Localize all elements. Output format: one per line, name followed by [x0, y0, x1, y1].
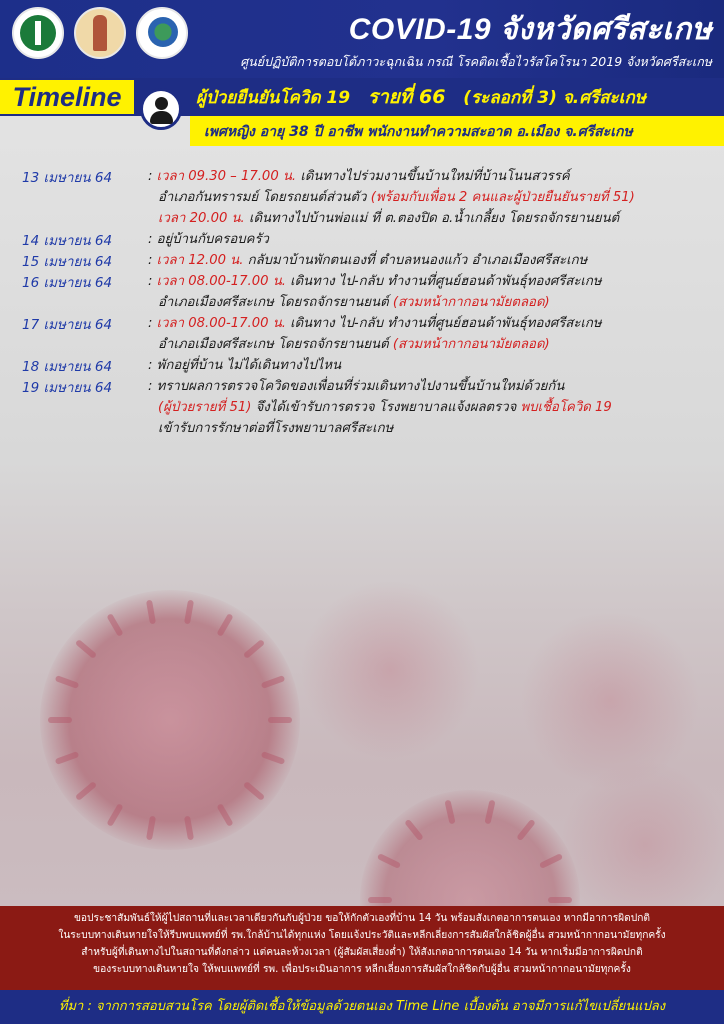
entry-line	[148, 250, 724, 271]
notice-line: ขอประชาสัมพันธ์ให้ผู้ไปสถานที่และเวลาเดียวกันกับผู้ป่วย ขอให้กักตัวเองที่บ้าน 14 วัน พร้อมสังเกตอาการตนเอง หากมีอาการผิดปกติ	[73, 913, 651, 924]
highlight-text: เวลา 08.00-17.00 น.	[156, 274, 286, 289]
timeline-entry	[0, 271, 724, 313]
entry-text: อำเภอกันทรารมย์ โดยรถยนต์ส่วนตัว	[158, 190, 371, 205]
entry-text: เดินทางไปบ้านพ่อแม่ ที่ ต.ตองปิด อ.น้ำเกลี้ยง โดยรถจักรยานยนต์	[244, 211, 620, 226]
entry-text: :	[148, 169, 157, 184]
provincial-seal-logo	[74, 7, 126, 59]
highlight-text: (สวมหน้ากากอนามัยตลอด)	[392, 337, 550, 352]
province-label: จ.ศรีสะเกษ	[562, 88, 646, 108]
provincial-health-office-logo	[136, 7, 188, 59]
case-number: รายที่ 66	[367, 86, 446, 108]
entry-date: 18 เมษายน 64	[22, 359, 113, 375]
public-notice	[0, 906, 724, 990]
header-banner	[0, 0, 724, 78]
timeline-entry	[0, 376, 724, 439]
patient-heading-text: ผู้ป่วยยืนยันโควิด 19	[196, 88, 351, 108]
entry-line	[158, 334, 724, 355]
entry-text: เดินทาง ไป-กลับ ทำงานที่ศูนย์ฮอนด้าพันธุ์ทองศรีสะเกษ	[285, 274, 602, 289]
entry-line	[148, 376, 724, 397]
entry-line	[158, 418, 724, 439]
virus-illustration	[560, 760, 724, 930]
entry-text: กลับมาบ้านพักตนเองที่ ตำบลหนองแก้ว อำเภอเมืองศรีสะเกษ	[243, 253, 588, 268]
entry-text: : ทราบผลการตรวจโควิดของเพื่อนที่ร่วมเดินทางไปงานขึ้นบ้านใหม่ด้วยกัน	[148, 379, 565, 394]
entry-line	[158, 397, 724, 418]
entry-line	[148, 229, 724, 250]
entry-text: อำเภอเมืองศรีสะเกษ โดยรถจักรยานยนต์	[158, 337, 393, 352]
virus-illustration	[40, 590, 300, 850]
entry-text: :	[148, 316, 157, 331]
highlight-text: (ผู้ป่วยรายที่ 51)	[158, 400, 252, 415]
entry-text: เดินทางไปร่วมงานขึ้นบ้านใหม่ที่บ้านโนนสวรรค์	[296, 169, 570, 184]
entry-text: :	[148, 253, 157, 268]
entry-date: 13 เมษายน 64	[22, 170, 113, 186]
entry-date: 14 เมษายน 64	[22, 233, 113, 249]
notice-line: ของระบบทางเดินหายใจ ให้พบแพทย์ที่ รพ. เพื่อประเมินอาการ หลีกเลี่ยงการสัมผัสใกล้ชิดกับผู้อื่น สวมหน้ากากอนามัยทุกครั้ง	[93, 964, 631, 975]
highlight-text: เวลา 20.00 น.	[158, 211, 245, 226]
highlight-text: เวลา 12.00 น.	[156, 253, 244, 268]
entry-text: อำเภอเมืองศรีสะเกษ โดยรถจักรยานยนต์	[158, 295, 393, 310]
page-subtitle: ศูนย์ปฏิบัติการตอบโต้ภาวะฉุกเฉิน กรณี โรคติดเชื้อไวรัสโคโรนา 2019 จังหวัดศรีสะเกษ	[240, 54, 712, 69]
notice-line: สำหรับผู้ที่เดินทางไปในสถานที่ดังกล่าว แต่คนละห้วงเวลา (ผู้สัมผัสเสี่ยงต่ำ) ให้สังเกตอาการตนเอง 14 วัน หากเริ่มมีอาการผิดปกติ	[81, 947, 643, 958]
virus-spike	[548, 897, 572, 903]
entry-date: 19 เมษายน 64	[22, 380, 113, 396]
entry-line	[148, 166, 724, 187]
ministry-of-public-health-logo	[12, 7, 64, 59]
highlight-text: (สวมหน้ากากอนามัยตลอด)	[392, 295, 550, 310]
patient-info: เพศหญิง อายุ 38 ปี อาชีพ พนักงานทำความสะอาด อ.เมือง จ.ศรีสะเกษ	[204, 124, 633, 140]
timeline-entry	[0, 166, 724, 229]
entry-date: 17 เมษายน 64	[22, 317, 113, 333]
entry-line	[148, 313, 724, 334]
entry-line	[158, 187, 724, 208]
entry-line	[148, 271, 724, 292]
entry-line	[158, 292, 724, 313]
wave-label: (ระลอกที่ 3)	[463, 88, 557, 108]
virus-illustration	[300, 580, 480, 760]
entry-text: เดินทาง ไป-กลับ ทำงานที่ศูนย์ฮอนด้าพันธุ์ทองศรีสะเกษ	[285, 316, 602, 331]
timeline-entry	[0, 229, 724, 250]
entry-line	[148, 355, 724, 376]
highlight-text: (พร้อมกับเพื่อน 2 คนและผู้ป่วยยืนยันรายที่ 51)	[370, 190, 635, 205]
timeline-entry	[0, 355, 724, 376]
entry-text: จึงได้เข้ารับการตรวจ โรงพยาบาลแจ้งผลตรวจ	[251, 400, 521, 415]
entry-date: 16 เมษายน 64	[22, 275, 113, 291]
timeline-entry	[0, 250, 724, 271]
entry-text: เข้ารับการรักษาต่อที่โรงพยาบาลศรีสะเกษ	[158, 421, 394, 436]
entry-text: : อยู่บ้านกับครอบครัว	[148, 232, 269, 247]
entry-date: 15 เมษายน 64	[22, 254, 113, 270]
highlight-text: เวลา 09.30 – 17.00 น.	[156, 169, 297, 184]
timeline-entries	[0, 166, 724, 439]
timeline-entry	[0, 313, 724, 355]
highlight-text: พบเชื้อโควิด 19	[520, 400, 612, 415]
highlight-text: เวลา 08.00-17.00 น.	[156, 316, 286, 331]
virus-spike	[268, 717, 292, 723]
source-note: ที่มา : จากการสอบสวนโรค โดยผู้ติดเชื้อให้ข้อมูลด้วยตนเอง Time Line เบื้องต้น อาจมีการแก้ไขเปลี่ยนแปลง	[0, 990, 724, 1024]
timeline-label: Timeline	[0, 80, 134, 114]
virus-spike	[48, 717, 72, 723]
patient-avatar-icon	[140, 88, 182, 130]
entry-line	[158, 208, 724, 229]
virus-spike	[368, 897, 392, 903]
patient-heading	[196, 82, 646, 112]
virus-illustration	[520, 610, 700, 790]
entry-text: : พักอยู่ที่บ้าน ไม่ได้เดินทางไปไหน	[148, 358, 342, 373]
entry-text: :	[148, 274, 157, 289]
page-title: COVID-19 จังหวัดศรีสะเกษ	[348, 13, 712, 46]
notice-line: ในระบบทางเดินหายใจให้รีบพบแพทย์ที่ รพ.ใกล้บ้านได้ทุกแห่ง โดยแจ้งประวัติและหลีกเลี่ยงการสัมผัสใกล้ชิดผู้อื่น สวมหน้ากากอนามัยทุกครั้ง	[58, 930, 666, 941]
